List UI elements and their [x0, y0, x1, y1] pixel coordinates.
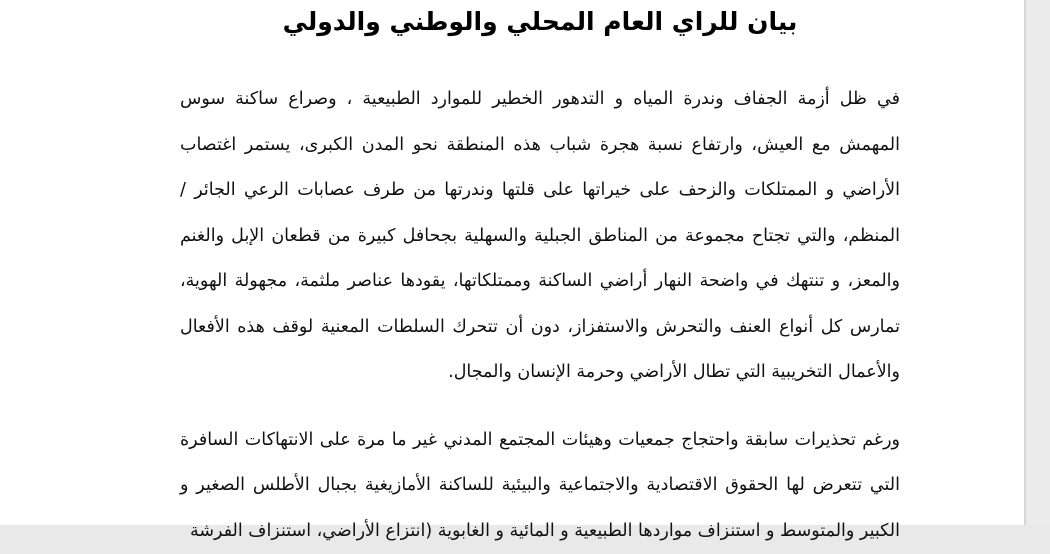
page-edge-divider [1024, 0, 1026, 525]
document-body [180, 0, 900, 554]
document-title: بيان للراي العام المحلي والوطني والدولي [180, 0, 900, 42]
paragraph-2: ورغم تحذيرات سابقة واحتجاج جمعيات وهيئات المجتمع المدني غير ما مرة على الانتهاكات السافرة التي تتعرض لها الحقوق الاقتصادية والاجتماعية والبيئية للساكنة الأمازيغية بجبال الأطلس الصغير و الكبير والمتوسط و استنزاف مواردها الطبيعية و المائية و الغابوية (انتزاع الأراضي، استنزاف الفرشة [180, 418, 900, 554]
paragraph-1: في ظل أزمة الجفاف وندرة المياه و التدهور الخطير للموارد الطبيعية ، وصراع ساكنة سوس المهمش مع العيش، وارتفاع نسبة هجرة شباب هذه المنطقة نحو المدن الكبرى، يستمر اغتصاب الأراضي و الممتلكات والزحف على خيراتها على قلتها وندرتها من طرف عصابات الرعي الجائر / المنظم، والتي تجتاح مجموعة من المناطق الجبلية والسهلية بجحافل كبيرة من قطعان الإبل والغنم والمعز، و تنتهك في واضحة النهار أراضي الساكنة وممتلكاتها، يقودها عناصر ملثمة، مجهولة الهوية، تمارس كل أنواع العنف والتحرش والاستفزاز، دون أن تتحرك السلطات المعنية لوقف هذه الأفعال والأعمال التخريبية التي تطال الأراضي وحرمة الإنسان والمجال. [180, 77, 900, 396]
scrollbar-track[interactable] [1024, 0, 1050, 525]
